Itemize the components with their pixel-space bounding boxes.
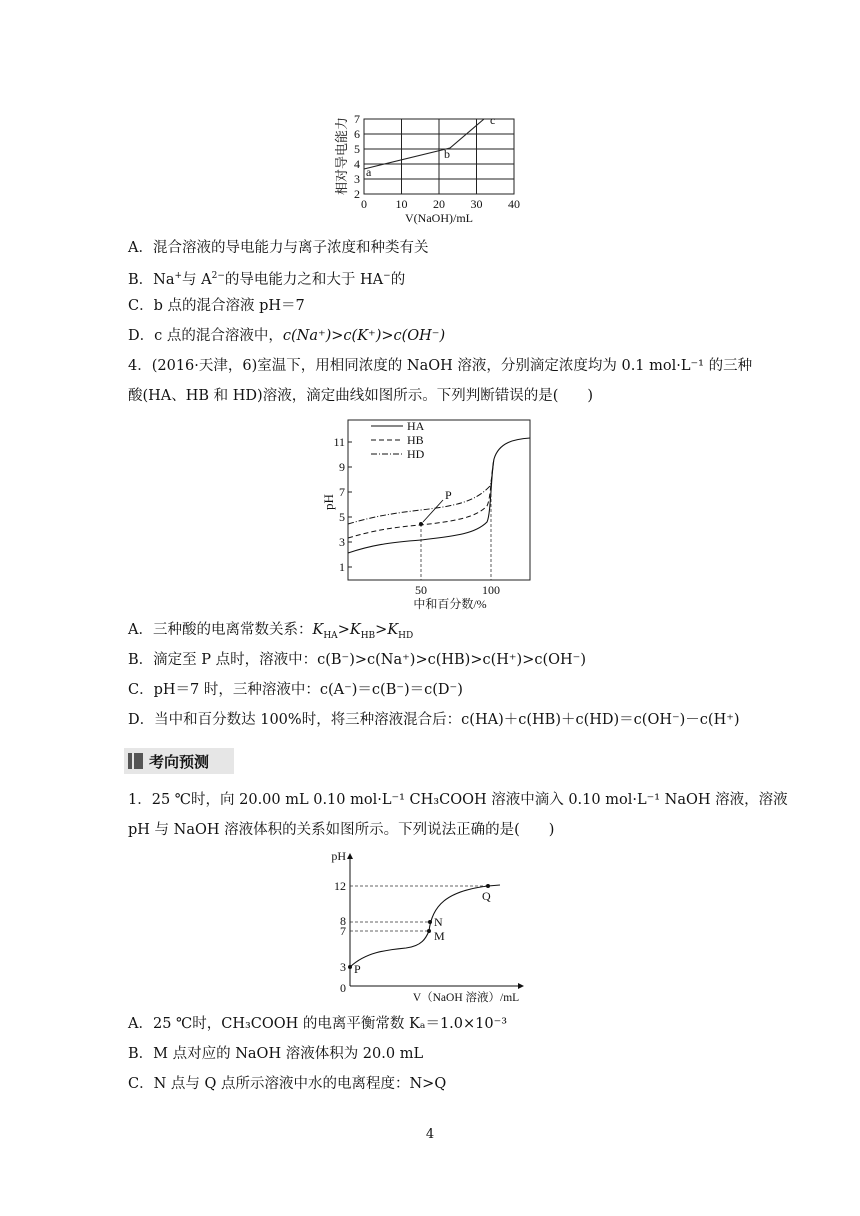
option-c: C．N 点与 Q 点所示溶液中水的电离程度：N>Q [128,1076,447,1092]
option-b: B．Na+与 $A^{2-}$的导电能力之和大于 HA−的 [128,271,406,288]
point-q-label: Q [482,889,491,903]
ytick: 8 [340,914,346,928]
question-4-line1: 4．(2016·天津，6)室温下，用相同浓度的 NaOH 溶液，分别滴定浓度均为 0.1 mol·L⁻¹ 的三种 [128,358,753,374]
ytick: 3 [340,960,346,974]
point-p-label: P [445,488,452,502]
y-axis-label: 相对导电能力 [334,116,349,196]
xtick: 50 [415,583,427,597]
ytick: 5 [339,510,345,524]
legend-hb: HB [407,433,424,447]
x-axis-label: V（NaOH 溶液）/mL [412,992,520,1004]
section-header [124,748,234,774]
option-c: C．pH＝7 时，三种溶液中：c(A⁻)＝c(B⁻)＝c(D⁻) [128,682,463,698]
legend [371,419,425,461]
legend-hd: HD [407,447,425,461]
point-q [486,884,490,888]
y-axis-label: pH [331,849,346,863]
option-d: D．c 点的混合溶液中，c(Na⁺)>c(K⁺)>c(OH⁻) [128,328,446,344]
x-axis-label: V(NaOH)/mL [405,211,473,225]
series-ha [348,438,530,553]
ytick: 1 [339,560,345,574]
ytick: 7 [340,924,346,938]
point-n-label: N [434,915,443,929]
point-a-label: a [366,165,372,179]
question-4-line2: 酸(HA、HB 和 HD)溶液，滴定曲线如图所示。下列判断错误的是( ) [128,388,594,404]
question-1-line1: 1．25 ℃时，向 20.00 mL 0.10 mol·L⁻¹ CH₃COOH 溶液中滴入 0.10 mol·L⁻¹ NaOH 溶液，溶液 [128,792,788,808]
y-axis-label: pH [321,494,336,510]
point-c-label: c [490,113,496,127]
page-number: 4 [425,1127,435,1142]
ph-curve [350,885,500,967]
option-c: C．b 点的混合溶液 pH＝7 [128,298,305,314]
xtick: 0 [361,197,367,211]
xtick: 100 [482,583,500,597]
question-1-line2: pH 与 NaOH 溶液体积的关系如图所示。下列说法正确的是( ) [128,822,555,838]
option-d: D．当中和百分数达 100%时，将三种溶液混合后：c(HA)＋c(HB)＋c(HD)＝c(OH⁻)－c(H⁺) [128,712,740,728]
ytick: 11 [333,435,345,449]
ytick: 2 [354,187,360,201]
ytick: 0 [340,981,346,995]
ytick: 5 [354,142,360,156]
conductivity-line [364,119,484,169]
point-p-label: P [354,962,361,976]
section-title: 考向预测 [149,753,210,771]
point-m-label: M [434,929,445,943]
ytick: 7 [339,485,345,499]
option-a: A．混合溶液的导电能力与离子浓度和种类有关 [128,240,429,256]
ytick: 7 [354,112,360,126]
option-a: A．25 ℃时，CH₃COOH 的电离平衡常数 Kₐ＝1.0×10⁻³ [128,1016,508,1032]
point-p [419,522,423,526]
ytick: 3 [339,535,345,549]
titration-chart [315,414,540,612]
ytick: 12 [334,879,346,893]
point-n [428,920,432,924]
ytick: 4 [354,157,360,171]
ytick: 3 [354,172,360,186]
option-b: B．滴定至 P 点时，溶液中：c(B⁻)>c(Na⁺)>c(HB)>c(H⁺)>c(OH⁻) [128,652,586,668]
point-p [348,965,352,969]
ytick: 9 [339,460,345,474]
option-b: B．M 点对应的 NaOH 溶液体积为 20.0 mL [128,1046,424,1062]
x-axis-label: 中和百分数/% [413,597,487,611]
ph-curve-chart [316,846,536,1006]
legend-ha: HA [407,419,425,433]
ytick: 6 [354,127,360,141]
series-hd [348,459,494,524]
xtick: 10 [395,197,408,211]
point-b-label: b [444,147,450,161]
xtick: 20 [433,197,445,211]
xtick: 30 [470,197,483,211]
option-a: A．三种酸的电离常数关系：$K_{HA}>K_{HB}>K_{HD}$ [128,622,414,641]
conductivity-chart [330,108,530,226]
xtick: 40 [508,197,520,211]
point-m [427,929,431,933]
